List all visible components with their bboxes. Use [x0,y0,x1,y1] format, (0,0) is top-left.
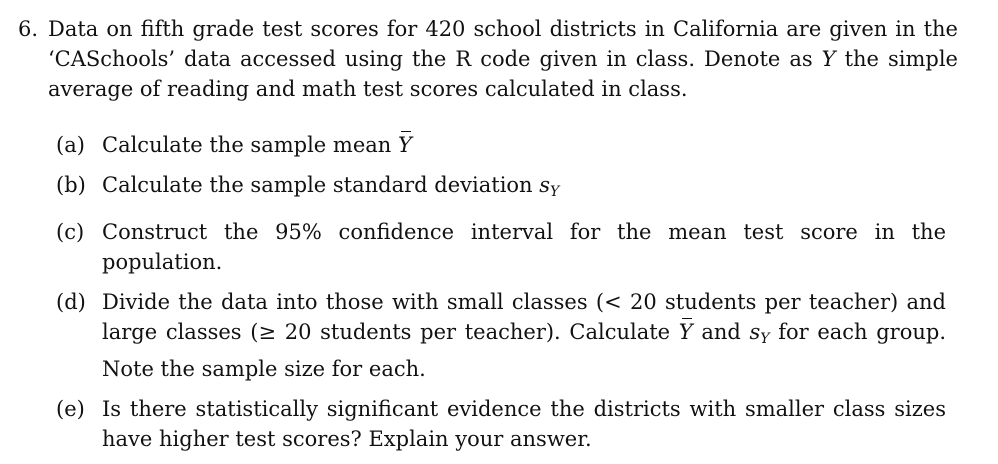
sample-mean-symbol: Y [679,317,693,347]
sample-mean-symbol: Y [398,130,412,160]
std-dev-subscript: Y [550,184,560,200]
subquestion-a-text: Calculate the sample mean [102,133,398,157]
subquestion-text [102,170,946,207]
problem-statement [18,14,958,104]
subquestion-label: (c) [56,220,85,244]
problem-text-before-y: Data on fifth grade test scores for 420 school districts in California are given in the ‘CASchools’ data accessed using the R code given in class. Denote as [48,17,958,71]
subquestion-c-text: Construct the 95% confidence interval for the mean test score in the population. [102,220,946,274]
problem-text-after-y: the simple average of reading and math test scores calculated in class. [48,47,958,101]
std-dev-subscript: Y [760,331,770,347]
subquestion-b [56,170,946,207]
subquestion-label: (e) [56,397,85,421]
problem-number: 6. [18,17,39,41]
subquestion-d [56,287,946,384]
subquestion-e [56,394,946,454]
subquestion-b-text: Calculate the sample standard deviation [102,173,540,197]
subquestion-label: (a) [56,133,85,157]
subquestion-d-text-2: and [692,320,750,344]
subquestion-text [102,130,946,160]
y-variable: Y [821,47,836,71]
problem-text [48,14,958,104]
subquestion-label: (b) [56,173,86,197]
subquestion-d-text-1: Divide the data into those with small classes (< 20 students per teacher) and large classes (≥ 20 students per teacher). Calculate [102,290,946,344]
subquestion-label: (d) [56,290,86,314]
subquestion-text [102,287,946,384]
subquestion-c [56,217,946,277]
std-dev-symbol: s [749,320,761,344]
std-dev-symbol: s [539,173,551,197]
subquestion-d-text-3: for each group. Note the sample size for each. [102,320,947,381]
subquestion-a [56,130,946,160]
subquestion-list [56,130,946,464]
subquestion-e-text: Is there statistically significant evidence the districts with smaller class sizes have higher test scores? Explain your answer. [102,397,946,451]
problem-header [18,14,958,104]
